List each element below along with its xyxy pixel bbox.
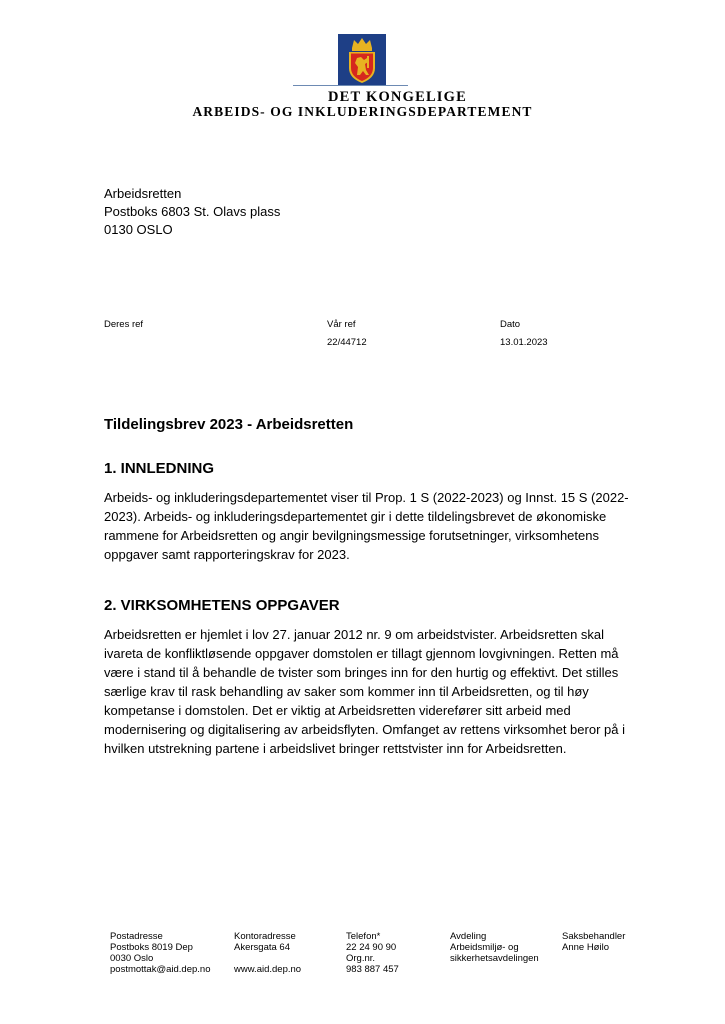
dato-label: Dato [500, 319, 521, 330]
footer-line [450, 964, 539, 975]
header-rule [293, 85, 408, 86]
footer-line: sikkerhetsavdelingen [450, 953, 539, 964]
footer-line: Postboks 8019 Dep [110, 942, 193, 953]
document-title: Tildelingsbrev 2023 - Arbeidsretten [104, 416, 354, 433]
department-name-line1: DET KONGELIGE [327, 89, 468, 105]
paragraph-line: Arbeidsretten er hjemlet i lov 27. januar 2012 nr. 9 om arbeidstvister. Arbeidsretten skal [104, 627, 605, 642]
footer-line: www.aid.dep.no [234, 964, 302, 975]
section-heading: 2. VIRKSOMHETENS OPPGAVER [104, 597, 340, 614]
paragraph-line: kompetanse i domstolen. Det er viktig at Arbeidsretten viderefører sitt arbeid med [104, 703, 571, 718]
recipient-address [104, 185, 280, 239]
section-paragraph [104, 488, 649, 564]
footer-avdeling [450, 931, 539, 975]
footer-line: Arbeidsmiljø- og [450, 942, 519, 953]
paragraph-line: særlige krav til rask behandling av saker som kommer inn til Arbeidsretten, og til høy [104, 684, 589, 699]
footer-saksbehandler [562, 931, 625, 975]
footer-line [562, 964, 625, 975]
var-ref-value: 22/44712 [327, 337, 367, 348]
paragraph-line: være i stand til å behandle de tvister som bringes inn for den hurtig og effektivt. Det stilles [104, 665, 619, 680]
footer-line: 22 24 90 90 [346, 942, 397, 953]
recipient-line: Postboks 6803 St. Olavs plass [104, 204, 281, 219]
footer-line: Akersgata 64 [234, 942, 290, 953]
paragraph-line: hvilken utstrekning partene i arbeidslivet bringer rettstvister inn for Arbeidsretten. [104, 741, 567, 756]
paragraph-line: 2023). Arbeids- og inkluderingsdepartementet gir i dette tildelingsbrevet de økonomiske [104, 509, 607, 524]
paragraph-line: oppgaver samt rapporteringskrav for 2023. [104, 547, 350, 562]
footer-line: Telefon* [346, 931, 381, 942]
norwegian-coat-of-arms-icon [338, 34, 386, 88]
paragraph-line: ivareta de konfliktløsende oppgaver domstolen er tillagt gjennom lovgivningen. Retten må [104, 646, 619, 661]
department-name-line2: ARBEIDS- OG INKLUDERINGSDEPARTEMENT [192, 104, 533, 119]
footer-line: Postadresse [110, 931, 163, 942]
section-paragraph [104, 625, 649, 758]
dato-value: 13.01.2023 [500, 337, 548, 348]
footer-postadresse [110, 931, 210, 975]
footer-line: Org.nr. [346, 953, 376, 964]
paragraph-line: rammene for Arbeidsretten og angir bevilgningsmessige forutsetninger, virksomhetens [104, 528, 599, 543]
section-heading: 1. INNLEDNING [104, 460, 215, 477]
paragraph-line: Arbeids- og inkluderingsdepartementet viser til Prop. 1 S (2022-2023) og Innst. 15 S (2022- [104, 490, 629, 505]
footer-line [562, 953, 625, 964]
footer-line: Saksbehandler [562, 931, 626, 942]
footer-line: Anne Høilo [562, 942, 609, 953]
paragraph-line: modernisering og digitalisering av arbeidsflyten. Omfanget av rettens virksomhet beror på i [104, 722, 625, 737]
footer-line: 0030 Oslo [110, 953, 154, 964]
deres-ref-label: Deres ref [104, 319, 144, 330]
footer-line [234, 953, 301, 964]
var-ref-label: Vår ref [327, 319, 356, 330]
recipient-line: Arbeidsretten [104, 186, 182, 201]
footer-line: postmottak@aid.dep.no [110, 964, 211, 975]
footer-line: Avdeling [450, 931, 487, 942]
recipient-line: 0130 OSLO [104, 222, 173, 237]
footer-kontoradresse [234, 931, 301, 975]
footer-line: Kontoradresse [234, 931, 296, 942]
footer-line: 983 887 457 [346, 964, 399, 975]
footer-telefon [346, 931, 399, 975]
